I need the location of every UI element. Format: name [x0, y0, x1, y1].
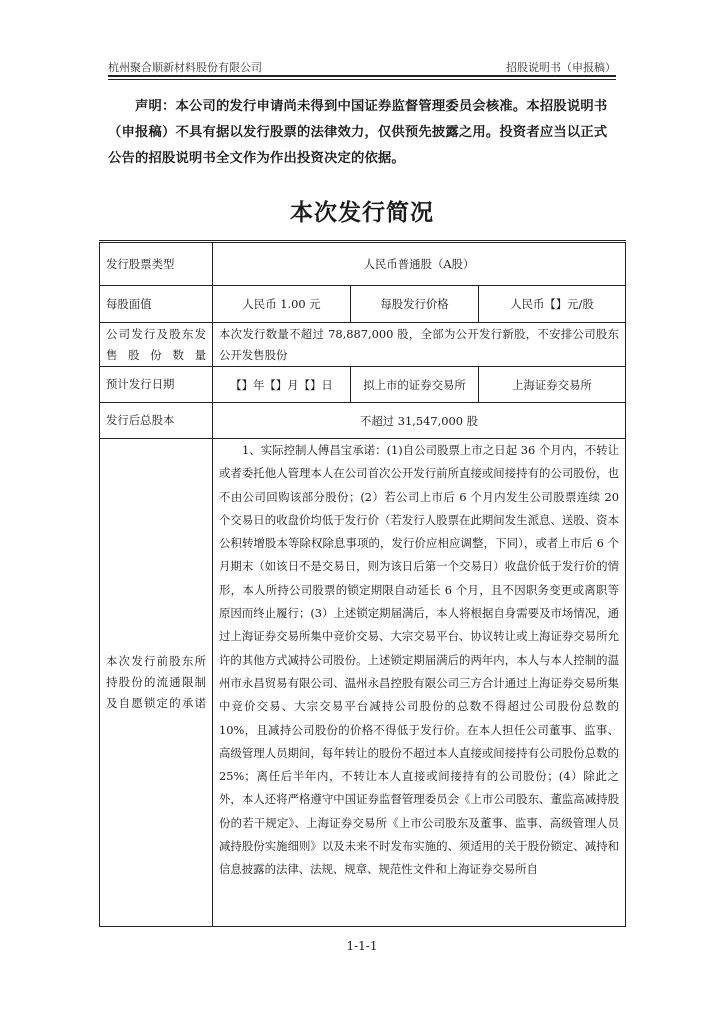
row-value-exchange: 上海证券交易所	[479, 367, 626, 403]
header-doc-title: 招股说明书（申报稿）	[506, 61, 616, 74]
row-value-issue-quantity: 本次发行数量不超过 78,887,000 股，全部为公开发行新股，不安排公司股东公开发售股份	[213, 323, 626, 367]
label-text: 本次发行前股东所持股份的流通限制及自愿锁定的承诺	[106, 654, 206, 710]
row-label-total-shares: 发行后总股本	[100, 403, 213, 439]
page-header	[108, 59, 616, 75]
row-value-issue-date: 【】年【】月【】日	[213, 367, 351, 403]
row-label-par-value: 每股面值	[100, 286, 213, 323]
declaration: 声明：本公司的发行申请尚未得到中国证券监督管理委员会核准。本招股说明书（申报稿）不具有据以发行股票的法律效力，仅供预先披露之用。投资者应当以正式公告的招股说明书全文作为作出投资决定的依据。	[108, 99, 608, 166]
page-number: 1-1-1	[346, 939, 378, 953]
header-rule-thick	[108, 75, 616, 77]
row-label-issue-price: 每股发行价格	[351, 286, 479, 323]
table-row	[100, 439, 626, 927]
row-label-exchange: 拟上市的证券交易所	[351, 367, 479, 403]
table-row	[100, 323, 626, 367]
header-rule-thin	[108, 79, 616, 80]
row-label-lockup	[100, 439, 213, 927]
row-value-stock-type: 人民币普通股（A股）	[213, 242, 626, 286]
row-value-issue-price: 人民币【】元/股	[479, 286, 626, 323]
row-value-lockup	[213, 439, 626, 927]
issuance-summary-table	[99, 240, 626, 927]
table-row	[100, 403, 626, 439]
page-title: 本次发行简况	[290, 200, 434, 226]
row-label-issue-quantity	[100, 323, 213, 367]
row-value-total-shares: 不超过 31,547,000 股	[213, 403, 626, 439]
header-company: 杭州聚合顺新材料股份有限公司	[108, 61, 262, 74]
table-row	[100, 242, 626, 286]
label-text: 公司发行及股东发售股份数量	[106, 326, 206, 362]
row-label-stock-type: 发行股票类型	[100, 242, 213, 286]
table-row	[100, 286, 626, 323]
row-value-par-value: 人民币 1.00 元	[213, 286, 351, 323]
row-label-issue-date: 预计发行日期	[100, 367, 213, 403]
lockup-commitment-text: 1、实际控制人傅昌宝承诺：(1)自公司股票上市之日起 36 个月内，不转让或者委托他人管理本人在公司首次公开发行前所直接或间接持有的公司股份，也不由公司回购该部分股份；(2）若公司上市后 6 个月内发生公司股票连续 20 个交易日的收盘价均低于发行价（若发行人股票在此期间发生派息、送股、资本公积转增股本等除权除息事项的，发行价应相应调整，下同），或者上市后 6 个月期末（如该日不是交易日，则为该日后第一个交易日）收盘价低于发行价的情形，本人所持公司股票的锁定期限自动延长 6 个月，且不因职务变更或离职等原因而终止履行；(3）上述锁定期届满后，本人将根据自身需要及市场情况，通过上海证券交易所集中竞价交易、大宗交易平台、协议转让或上海证券交易所允许的其他方式减持公司股份。上述锁定期届满后的两年内，本人与本人控制的温州市永昌贸易有限公司、温州永昌控股有限公司三方合计通过上海证券交易所集中竞价交易、大宗交易平台减持公司股份的总数不得超过公司股份总数的 10%，且减持公司股份的价格不得低于发行价。在本人担任公司董事、监事、高级管理人员期间，每年转让的股份不超过本人直接或间接持有公司股份总数的 25%；离任后半年内，不转让本人直接或间接持有的公司股份；(4）除此之外，本人还将严格遵守中国证券监督管理委员会《上市公司股东、董监高减持股份的若干规定》、上海证券交易所《上市公司股东及董事、监事、高级管理人员减持股份实施细则》以及未来不时发布实施的、须适用的关于股份锁定、减持和信息披露的法律、法规、规章、规范性文件和上海证券交易所自	[219, 443, 619, 877]
table-row	[100, 367, 626, 403]
